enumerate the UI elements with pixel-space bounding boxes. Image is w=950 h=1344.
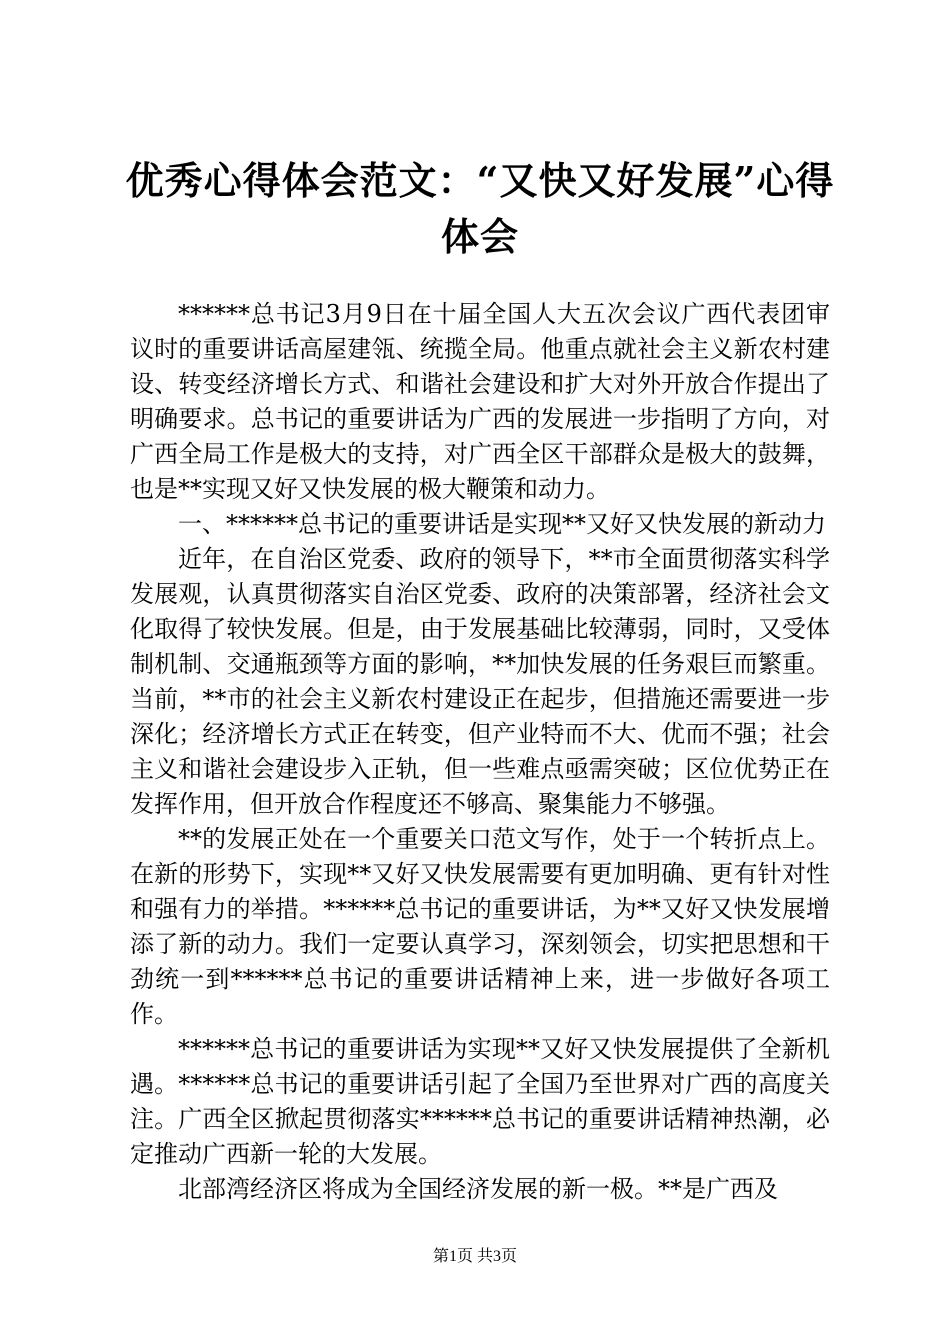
document-title: 优秀心得体会范文：“又快又好发展”心得体会 [125, 158, 835, 259]
section-heading-1: 一、******总书记的重要讲话是实现**又好又快发展的新动力 [178, 510, 826, 538]
paragraph-3: **的发展正处在一个重要关口范文写作，处于一个转折点上。在新的形势下，实现**又好又快发展需要有更加明确、更有针对性和强有力的举措。******总书记的重要讲话，为**又好又快发展增添了新的动力。我们一定要认真学习，深刻领会，切实把思想和干劲统一到******总书记的重要讲话精神上来，进一步做好各项工作。 [130, 825, 830, 1028]
page-number-footer: 第1页 共3页 [432, 1248, 517, 1265]
paragraph-2: 近年，在自治区党委、政府的领导下，**市全面贯彻落实科学发展观，认真贯彻落实自治区党委、政府的决策部署，经济社会文化取得了较快发展。但是，由于发展基础比较薄弱，同时，又受体制机制、交通瓶颈等方面的影响，**加快发展的任务艰巨而繁重。当前，**市的社会主义新农村建设正在起步，但措施还需要进一步深化；经济增长方式正在转变，但产业特而不大、优而不强；社会主义和谐社会建设步入正轨，但一些难点亟需突破；区位优势正在发挥作用，但开放合作程度还不够高、聚集能力不够强。 [130, 545, 830, 818]
document-body [130, 297, 830, 1207]
paragraph-5: 北部湾经济区将成为全国经济发展的新一极。**是广西及 [178, 1175, 778, 1203]
paragraph-1: ******总书记3月9日在十届全国人大五次会议广西代表团审议时的重要讲话高屋建瓴、统揽全局。他重点就社会主义新农村建设、转变经济增长方式、和谐社会建设和扩大对外开放合作提出了明确要求。总书记的重要讲话为广西的发展进一步指明了方向，对广西全局工作是极大的支持，对广西全区干部群众是极大的鼓舞，也是**实现又好又快发展的极大鞭策和动力。 [130, 300, 830, 503]
paragraph-4: ******总书记的重要讲话为实现**又好又快发展提供了全新机遇。******总书记的重要讲话引起了全国乃至世界对广西的高度关注。广西全区掀起贯彻落实******总书记的重要讲话精神热潮，必定推动广西新一轮的大发展。 [130, 1035, 830, 1168]
